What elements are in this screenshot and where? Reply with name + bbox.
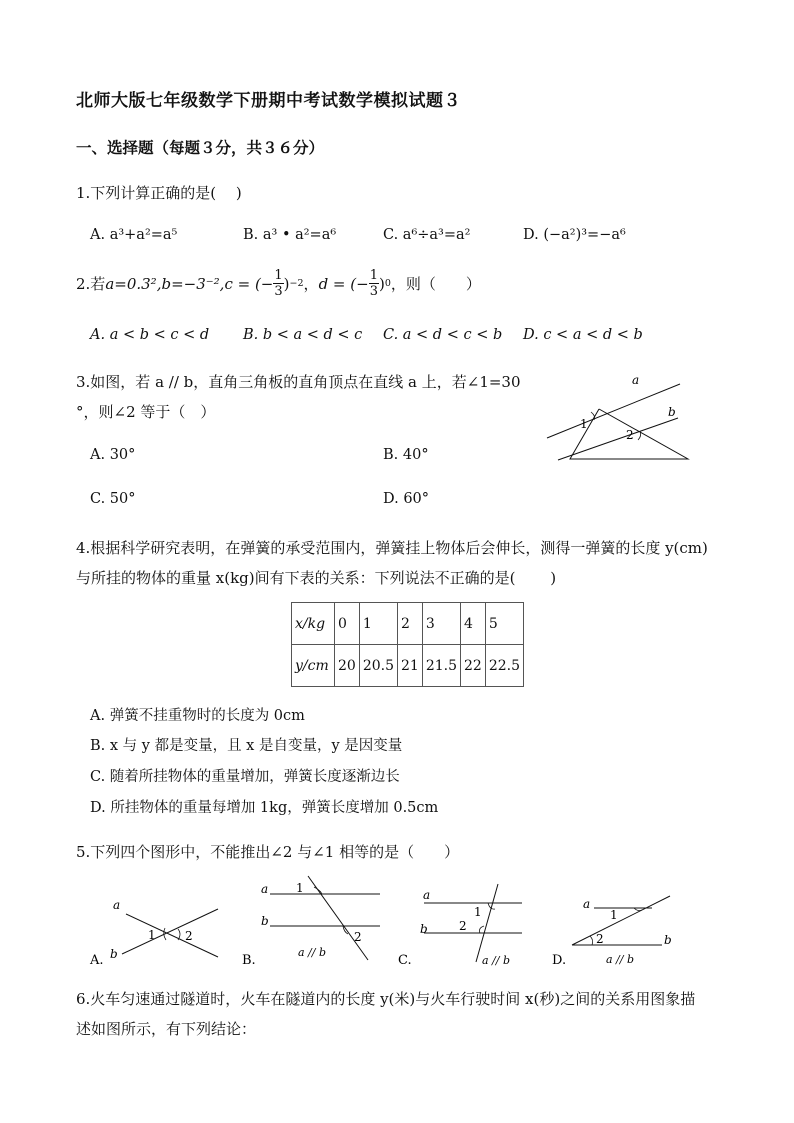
q2-option-b: B. b < a < d < c (243, 327, 363, 343)
q2-option-c: C. a < d < c < b (383, 327, 503, 343)
q5a-label-b: b (110, 947, 118, 961)
q5b-arc2 (343, 926, 348, 934)
q2-b-expr: b=−3⁻², (161, 274, 225, 293)
q5c-parallel: a // b (482, 954, 511, 967)
question-6-line1: 6.火车匀速通过隧道时，火车在隧道内的长度 y(米)与火车行驶时间 x(秒)之间的关系用图象描 (76, 990, 696, 1008)
q3-line-a (547, 384, 680, 438)
q5c-arc2 (480, 926, 485, 933)
q3-option-d: D. 60° (383, 491, 430, 507)
table-cell: 3 (422, 603, 460, 645)
q1-option-d: D. (−a²)³=−a⁶ (523, 227, 626, 243)
table-header-y: y/cm (292, 645, 335, 687)
table-cell: 22.5 (485, 645, 523, 687)
spring-data-table (291, 602, 524, 687)
question-1-stem: 1.下列计算正确的是( ) (76, 184, 242, 202)
q5-figure-d (550, 888, 690, 972)
question-3-line2: °，则∠2 等于（ ） (76, 403, 216, 421)
table-cell: 21 (398, 645, 423, 687)
table-cell: 22 (461, 645, 486, 687)
q5d-label-2: 2 (596, 932, 604, 946)
question-2-stem: 2.若 a=0.3², b=−3⁻², c = (− $\frac{1}{3}$ ) −2 ， d = (− $\frac{1}{3}$ ) 0 ，则（ ） (76, 268, 481, 299)
section-heading: 一、选择题（每题３分，共３６分） (76, 138, 325, 157)
q2-option-a: A. a < b < c < d (90, 327, 210, 343)
q5b-label-1: 1 (296, 881, 304, 895)
q3-label-a: a (632, 373, 640, 387)
q2-c-denominator: 3 (274, 284, 283, 299)
table-row-y (292, 645, 524, 687)
q5-figure-b (240, 868, 390, 972)
page-title: 北师大版七年级数学下册期中考试数学模拟试题３ (76, 91, 461, 111)
question-4-line2: 与所挂的物体的重量 x(kg)间有下表的关系：下列说法不正确的是( ) (76, 569, 557, 587)
q5b-label-b: b (261, 914, 269, 928)
q5a-line-a (126, 914, 218, 957)
table-cell: 1 (359, 603, 397, 645)
q2-a-expr: a=0.3², (105, 274, 162, 293)
q2-suffix: ，则（ ） (390, 275, 481, 293)
q5d-label-b: b (664, 933, 672, 947)
q5-figure-a (88, 892, 233, 972)
table-cell: 21.5 (422, 645, 460, 687)
q5b-letter: B. (242, 953, 256, 968)
q5c-label-1: 1 (474, 905, 482, 919)
q5c-label-2: 2 (459, 919, 467, 933)
q3-label-1: 1 (580, 417, 588, 431)
q3-option-c: C. 50° (90, 491, 136, 507)
q2-d-fraction (369, 268, 379, 299)
q5a-label-1: 1 (148, 928, 156, 942)
q4-option-a: A. 弹簧不挂重物时的长度为 0cm (90, 708, 305, 724)
q5a-label-2: 2 (185, 929, 193, 943)
q3-label-2: 2 (626, 428, 634, 442)
table-cell: 20 (335, 645, 360, 687)
q5c-letter: C. (398, 953, 412, 968)
q5a-letter: A. (90, 953, 104, 968)
table-row-x (292, 603, 524, 645)
q5b-label-2: 2 (354, 930, 362, 944)
table-cell: 5 (485, 603, 523, 645)
q4-option-d: D. 所挂物体的重量每增加 1kg，弹簧长度增加 0.5cm (90, 800, 439, 816)
q3-label-b: b (668, 405, 676, 419)
q5-figure-c (396, 878, 536, 972)
question-4-line1: 4.根据科学研究表明，在弹簧的承受范围内，弹簧挂上物体后会伸长，测得一弹簧的长度 y(cm) (76, 539, 708, 557)
table-cell: 4 (461, 603, 486, 645)
q2-option-d: D. c < a < d < b (523, 327, 643, 343)
q2-c-lhs: c = (− (224, 274, 274, 293)
q4-option-c: C. 随着所挂物体的重量增加，弹簧长度逐渐边长 (90, 769, 400, 785)
q3-line-b (558, 418, 678, 460)
q2-d-denominator: 3 (369, 284, 378, 299)
q5d-label-1: 1 (610, 908, 618, 922)
q1-option-b: B. a³ • a²=a⁶ (243, 227, 337, 243)
table-cell: 2 (398, 603, 423, 645)
q5d-label-a: a (583, 897, 591, 911)
q2-d-numerator: 1 (369, 268, 378, 283)
q5d-arc2 (590, 936, 593, 945)
question-5-stem: 5.下列四个图形中，不能推出∠2 与∠1 相等的是（ ） (76, 843, 460, 861)
q1-option-a: A. a³+a²=a⁵ (90, 227, 178, 243)
q1-option-c: C. a⁶÷a³=a² (383, 227, 471, 243)
q5c-label-a: a (423, 888, 431, 902)
q5d-letter: D. (552, 953, 567, 968)
q3-option-b: B. 40° (383, 447, 429, 463)
q2-c-numerator: 1 (274, 268, 283, 283)
table-cell: 20.5 (359, 645, 397, 687)
q4-option-b: B. x 与 y 都是变量，且 x 是自变量，y 是因变量 (90, 738, 403, 754)
q2-prefix: 2.若 (76, 275, 106, 293)
q5d-parallel: a // b (606, 953, 635, 966)
q5b-label-a: a (261, 882, 269, 896)
q5c-label-b: b (420, 922, 428, 936)
table-cell: 0 (335, 603, 360, 645)
q3-figure (540, 370, 700, 470)
table-header-x: x/kg (292, 603, 335, 645)
q5a-line-b (122, 909, 218, 954)
q5b-parallel: a // b (298, 946, 327, 959)
q5c-transversal (476, 884, 498, 962)
q2-c-fraction (273, 268, 283, 299)
q3-option-a: A. 30° (90, 447, 136, 463)
q2-d-lhs: d = (− (318, 274, 369, 293)
q5a-label-a: a (113, 898, 121, 912)
question-6-line2: 述如图所示，有下列结论： (76, 1020, 257, 1038)
question-3-line1: 3.如图，若 a // b，直角三角板的直角顶点在直线 a 上，若∠1=30 (76, 373, 521, 391)
